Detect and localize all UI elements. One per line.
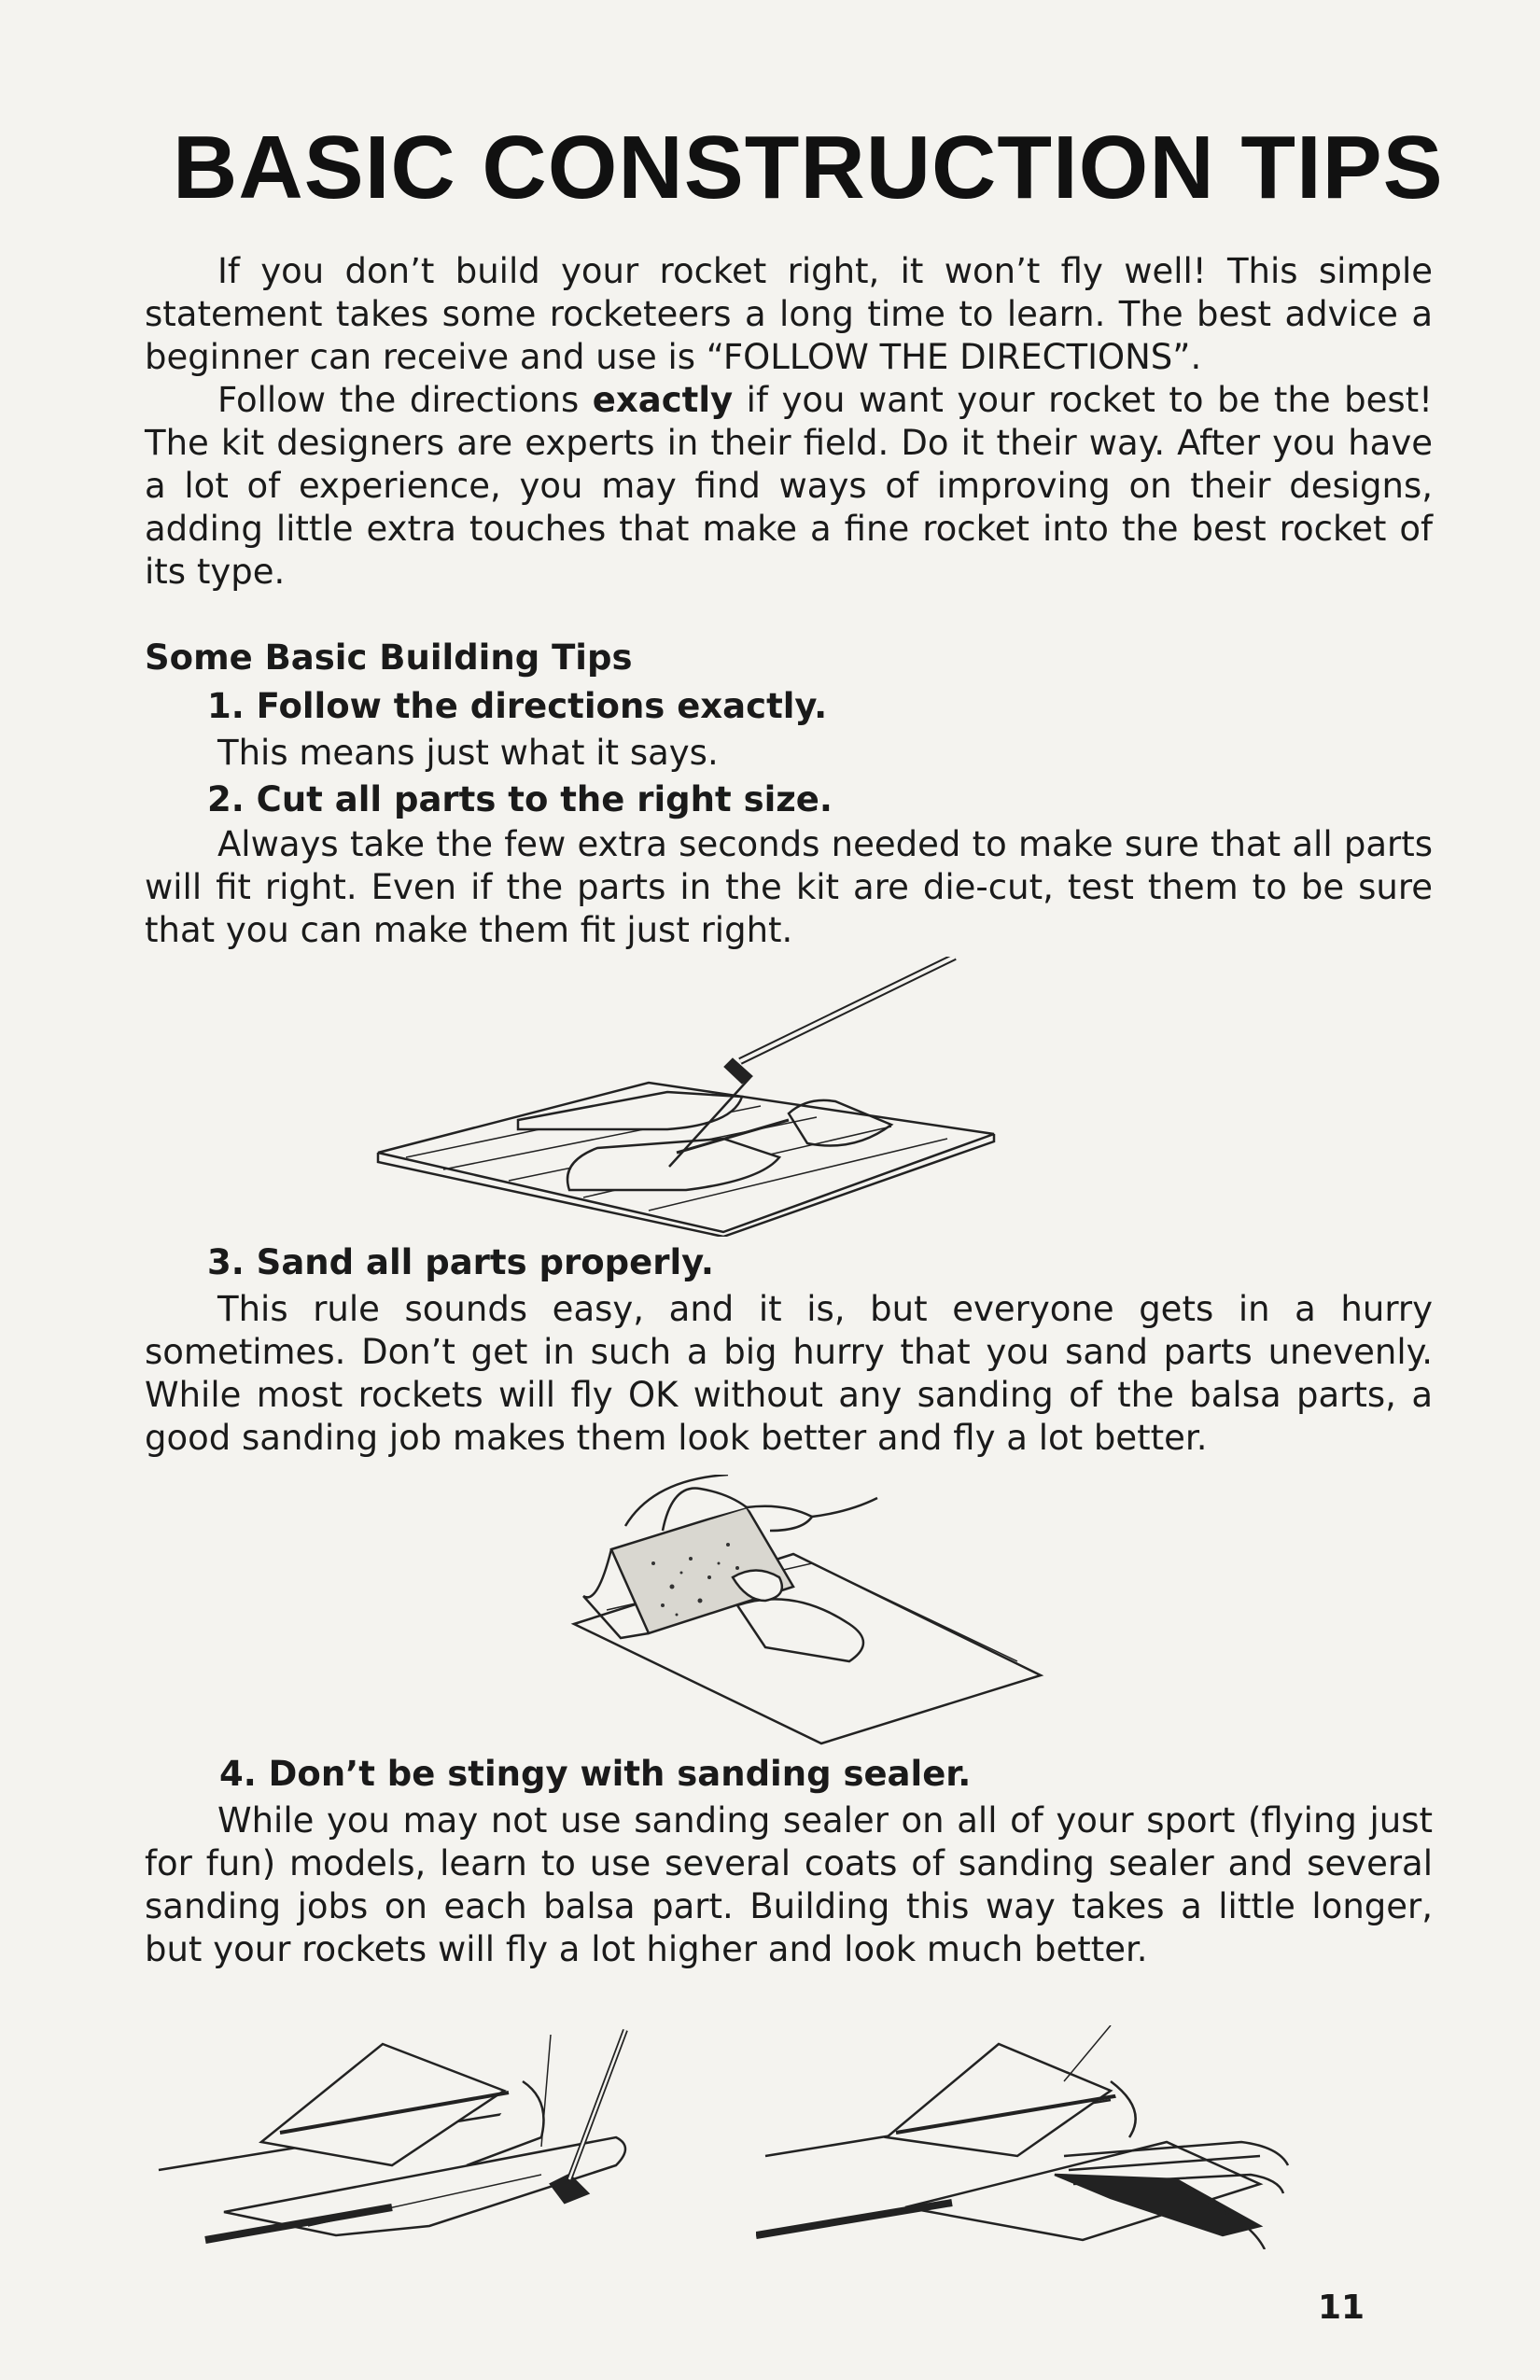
page-title: BASIC CONSTRUCTION TIPS [173,118,1444,217]
section-heading: Some Basic Building Tips [145,637,633,678]
sanding-block-hand-icon [569,1475,1045,1745]
knife-cutting-balsa-sheet-icon [369,957,1003,1237]
intro-paragraph-1: If you don’t build your rocket right, it won’t fly well! This simple statement takes some rocketeers a long time to learn. The best advice a beginner can receive and use is “FOLLOW THE DIRECTIONS”. [145,251,1433,377]
hand-sanding-fin-icon [756,2025,1297,2249]
tip-1-body: This means just what it says. [217,733,719,773]
tip-1-heading: 1. Follow the directions exactly. [207,686,828,726]
tip-3-heading: 3. Sand all parts properly. [207,1242,714,1282]
intro-paragraph-2: Follow the directions exactly if you want your rocket to be the best! The kit designers are experts in their field. Do it their way. After you have a lot of experience, you may find ways of improving on their designs, adding little extra touches that make a fine rocket into the best rocket of its type. [145,380,1433,592]
emphasis-exactly: exactly [592,380,734,420]
tip-4-body: While you may not use sanding sealer on all of your sport (flying just for fun) models, learn to use several coats of sanding sealer and several sanding jobs on each balsa part. Building this way takes a little longer, but your rockets will fly a lot higher and look much better. [145,1800,1433,1969]
tip-2-body: Always take the few extra seconds needed to make sure that all parts will fit right. Even if the parts in the kit are die-cut, test them to be sure that you can make them fit just right. [145,824,1433,950]
page-number: 11 [1318,2289,1365,2327]
tip-2-heading: 2. Cut all parts to the right size. [207,779,833,819]
intro-text [145,250,1433,594]
brush-applying-sealer-icon [149,2025,709,2249]
tip-3-body: This rule sounds easy, and it is, but everyone gets in a hurry sometimes. Don’t get in such a big hurry that you sand parts unevenly. While most rockets will fly OK without any sanding of the balsa parts, a good sanding job makes them look better and fly a lot better. [145,1289,1433,1458]
tip-4-heading: 4. Don’t be stingy with sanding sealer. [219,1754,972,1794]
